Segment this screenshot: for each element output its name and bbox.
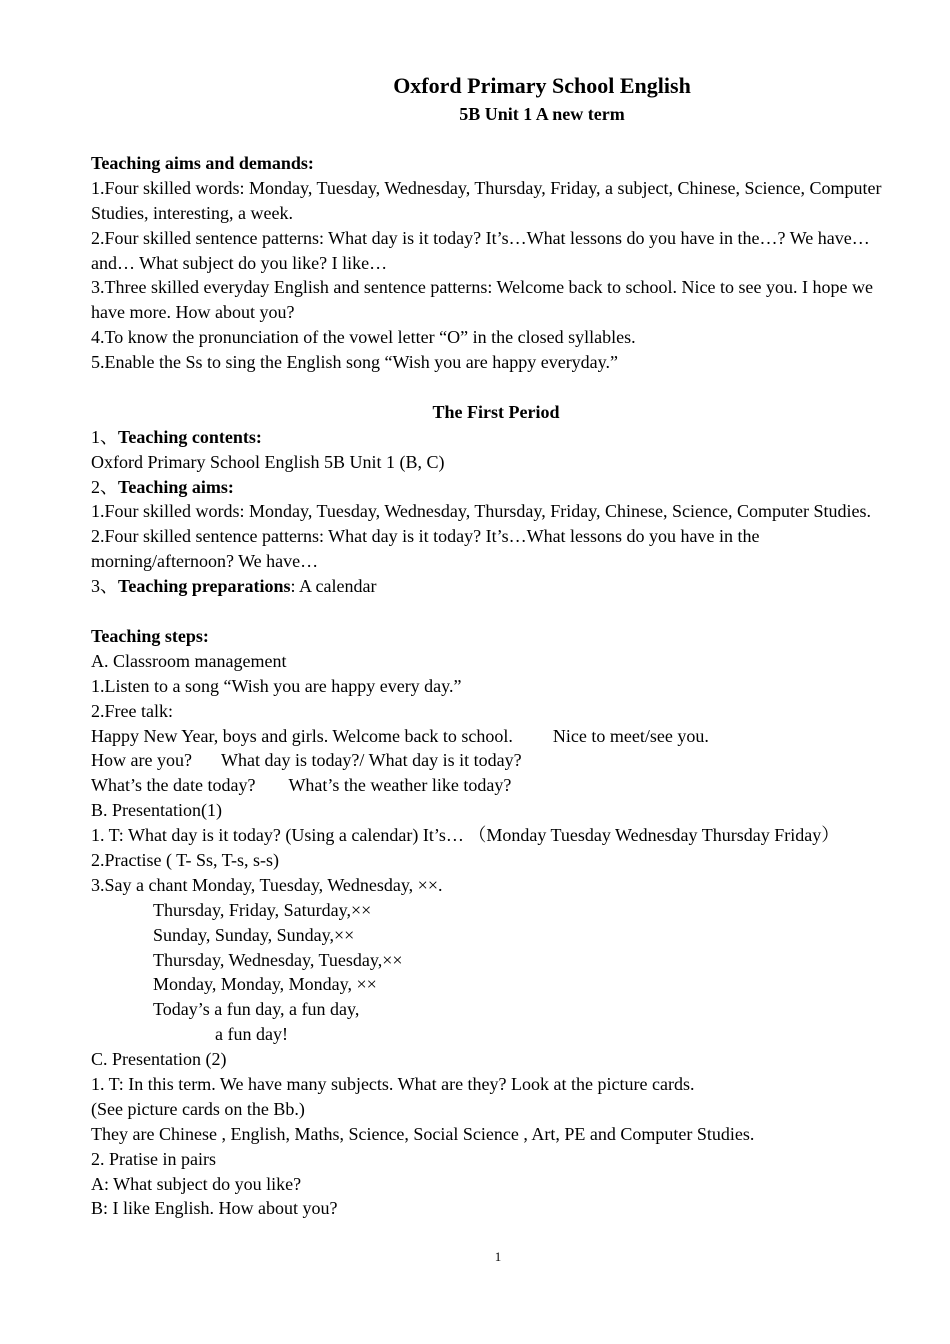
step-a-2: 2.Free talk:: [91, 700, 173, 721]
aims-item-4: 4.To know the pronunciation of the vowel letter “O” in the closed syllables.: [91, 327, 636, 348]
steps-heading: Teaching steps:: [91, 625, 209, 646]
aims-heading: Teaching aims and demands:: [91, 152, 314, 173]
chant-line-2: Sunday, Sunday, Sunday,××: [153, 924, 355, 945]
preparations: 3、Teaching preparations: A calendar: [91, 576, 377, 597]
chant-line-3: Thursday, Wednesday, Tuesday,××: [153, 949, 403, 970]
period-aims-item-1: 1.Four skilled words: Monday, Tuesday, Wednesday, Thursday, Friday, Chinese, Science, Computer Studies.: [91, 501, 871, 522]
free-talk-line-2: How are you? What day is today?/ What day is it today?: [91, 750, 522, 771]
contents-heading: 1、Teaching contents:: [91, 426, 262, 447]
chant-line-4: Monday, Monday, Monday, ××: [153, 974, 377, 995]
step-c-1c: They are Chinese , English, Maths, Science, Social Science , Art, PE and Computer Studies.: [91, 1123, 755, 1144]
period-aims-item-2: 2.Four skilled sentence patterns: What day is it today? It’s…What lessons do you have in the morning/afternoon? We have…: [91, 526, 760, 572]
step-a-1: 1.Listen to a song “Wish you are happy every day.”: [91, 675, 462, 696]
chant-end: a fun day!: [215, 1024, 288, 1045]
dialogue-b: B: I like English. How about you?: [91, 1198, 338, 1219]
step-b-2: 2.Practise ( T- Ss, T-s, s-s): [91, 849, 280, 870]
free-talk-line-1: Happy New Year, boys and girls. Welcome back to school. Nice to meet/see you.: [91, 725, 709, 746]
step-b-3: 3.Say a chant Monday, Tuesday, Wednesday, ××.: [91, 874, 443, 895]
dialogue-a: A: What subject do you like?: [91, 1173, 302, 1194]
step-b-title: B. Presentation(1): [91, 800, 222, 821]
aims-item-3: 3.Three skilled everyday English and sentence patterns: Welcome back to school. Nice to see you. I hope we have more. How about you?: [91, 277, 873, 323]
free-talk-line-3: What’s the date today? What’s the weather like today?: [91, 775, 512, 796]
contents-text: Oxford Primary School English 5B Unit 1 (B, C): [91, 451, 445, 472]
chant-line-5: Today’s a fun day, a fun day,: [153, 999, 360, 1020]
chant-line-1: Thursday, Friday, Saturday,××: [153, 899, 372, 920]
aims-item-1: 1.Four skilled words: Monday, Tuesday, Wednesday, Thursday, Friday, a subject, Chinese, Science, Computer Studies, interesting, a week.: [91, 177, 882, 223]
document-page: [91, 70, 901, 1221]
period-heading: The First Period: [432, 401, 560, 422]
aims-item-2: 2.Four skilled sentence patterns: What day is it today? It’s…What lessons do you have in the…? We have…and… What subject do you like? I like…: [91, 227, 870, 273]
step-c-2: 2. Pratise in pairs: [91, 1148, 216, 1169]
step-c-1: 1. T: In this term. We have many subjects. What are they? Look at the picture cards.: [91, 1073, 695, 1094]
step-b-1: 1. T: What day is it today? (Using a calendar) It’s… （Monday Tuesday Wednesday Thursday Friday）: [91, 825, 840, 846]
step-a-title: A. Classroom management: [91, 650, 287, 671]
step-c-1b: (See picture cards on the Bb.): [91, 1098, 305, 1119]
period-aims-heading: 2、Teaching aims:: [91, 476, 234, 497]
page-title: Oxford Primary School English: [393, 73, 691, 98]
step-c-title: C. Presentation (2): [91, 1049, 227, 1070]
page-number: 1: [494, 1249, 502, 1264]
page-subtitle: 5B Unit 1 A new term: [459, 104, 625, 124]
aims-item-5: 5.Enable the Ss to sing the English song “Wish you are happy everyday.”: [91, 352, 618, 373]
